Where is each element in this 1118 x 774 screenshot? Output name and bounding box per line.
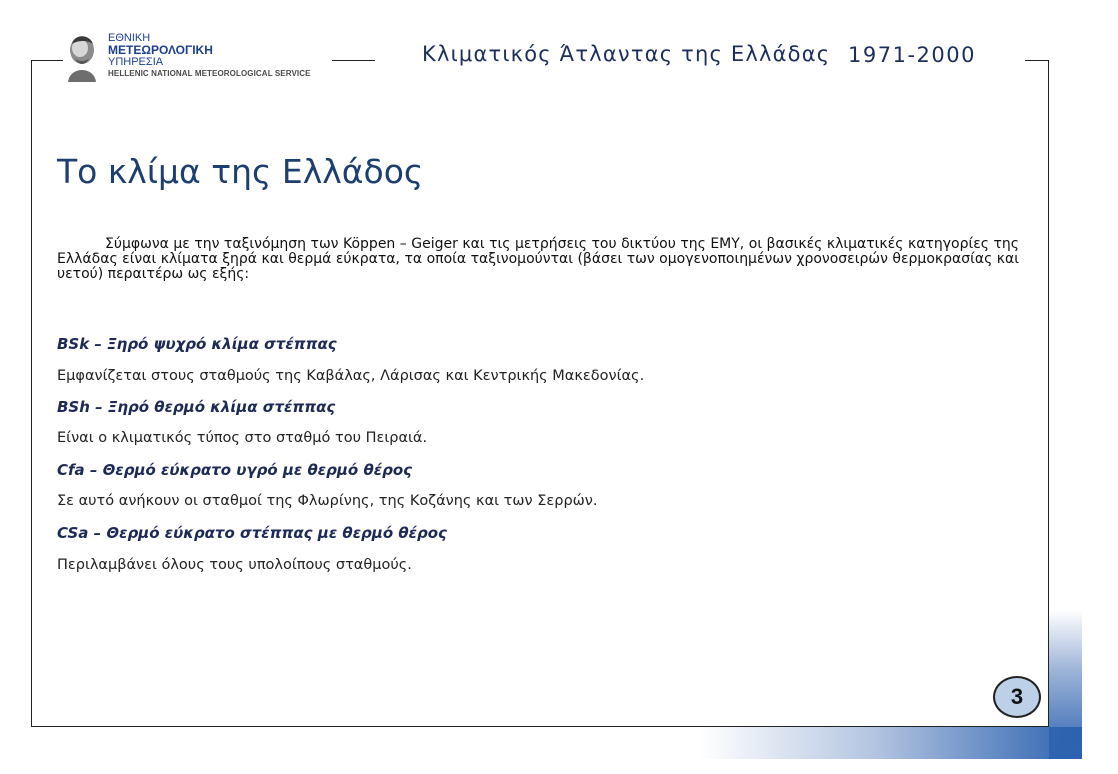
decorative-gradient-bottom — [700, 727, 1082, 759]
logo-text — [108, 32, 311, 80]
climate-class-heading-csa: CSa – Θερμό εύκρατο στέππας με θερμό θέρος — [57, 524, 447, 542]
frame-top-border-left — [31, 60, 63, 61]
header-years: 1971-2000 — [848, 43, 976, 67]
climate-class-description-csa: Περιλαμβάνει όλους τους υπολοίπους σταθμούς. — [57, 557, 412, 573]
climate-class-description-bsh: Είναι ο κλιματικός τύπος στο σταθμό του Πειραιά. — [57, 430, 428, 446]
frame-top-border-right — [1025, 60, 1049, 61]
frame-left-border — [31, 60, 32, 727]
climate-class-heading-bsh: BSh – Ξηρό θερμό κλίμα στέππας — [57, 398, 336, 416]
page-title: Το κλίμα της Ελλάδος — [57, 152, 424, 191]
climate-class-description-cfa: Σε αυτό ανήκουν οι σταθμοί της Φλωρίνης, της Κοζάνης και των Σερρών. — [57, 493, 598, 509]
header-title: Κλιματικός Άτλαντας της Ελλάδας — [422, 42, 831, 66]
hnms-logo — [62, 28, 342, 88]
bust-emblem-icon — [62, 32, 102, 84]
logo-line-3: ΥΠΗΡΕΣΙΑ — [108, 56, 164, 68]
decorative-gradient-right — [1049, 610, 1082, 759]
logo-line-4: HELLENIC NATIONAL METEOROLOGICAL SERVICE — [108, 69, 311, 78]
climate-class-description-bsk: Εμφανίζεται στους σταθμούς της Καβάλας, Λάρισας και Κεντρικής Μακεδονίας. — [57, 368, 645, 384]
climate-class-heading-bsk: BSk – Ξηρό ψυχρό κλίμα στέππας — [57, 335, 337, 353]
logo-line-2: ΜΕΤΕΩΡΟΛΟΓΙΚΗ — [108, 43, 213, 57]
intro-text: Σύμφωνα με την ταξινόμηση των Köppen – Geiger και τις μετρήσεις του δικτύου της ΕΜΥ, οι βασικές κλιματικές κατηγορίες της Ελλάδας είναι κλίματα ξηρά και θερμά εύκρατα, τα οποία ταξινομούνται (βάσει των ομογενοποιημένων χρονοσειρών θερμοκρασίας και υετού) περαιτέρω ως εξής: — [57, 236, 1019, 282]
climate-class-heading-cfa: Cfa – Θερμό εύκρατο υγρό με θερμό θέρος — [57, 461, 413, 479]
logo-line-1: ΕΘΝΙΚΗ — [108, 32, 151, 44]
page-number-badge: 3 — [993, 676, 1041, 718]
intro-paragraph — [57, 237, 1019, 282]
